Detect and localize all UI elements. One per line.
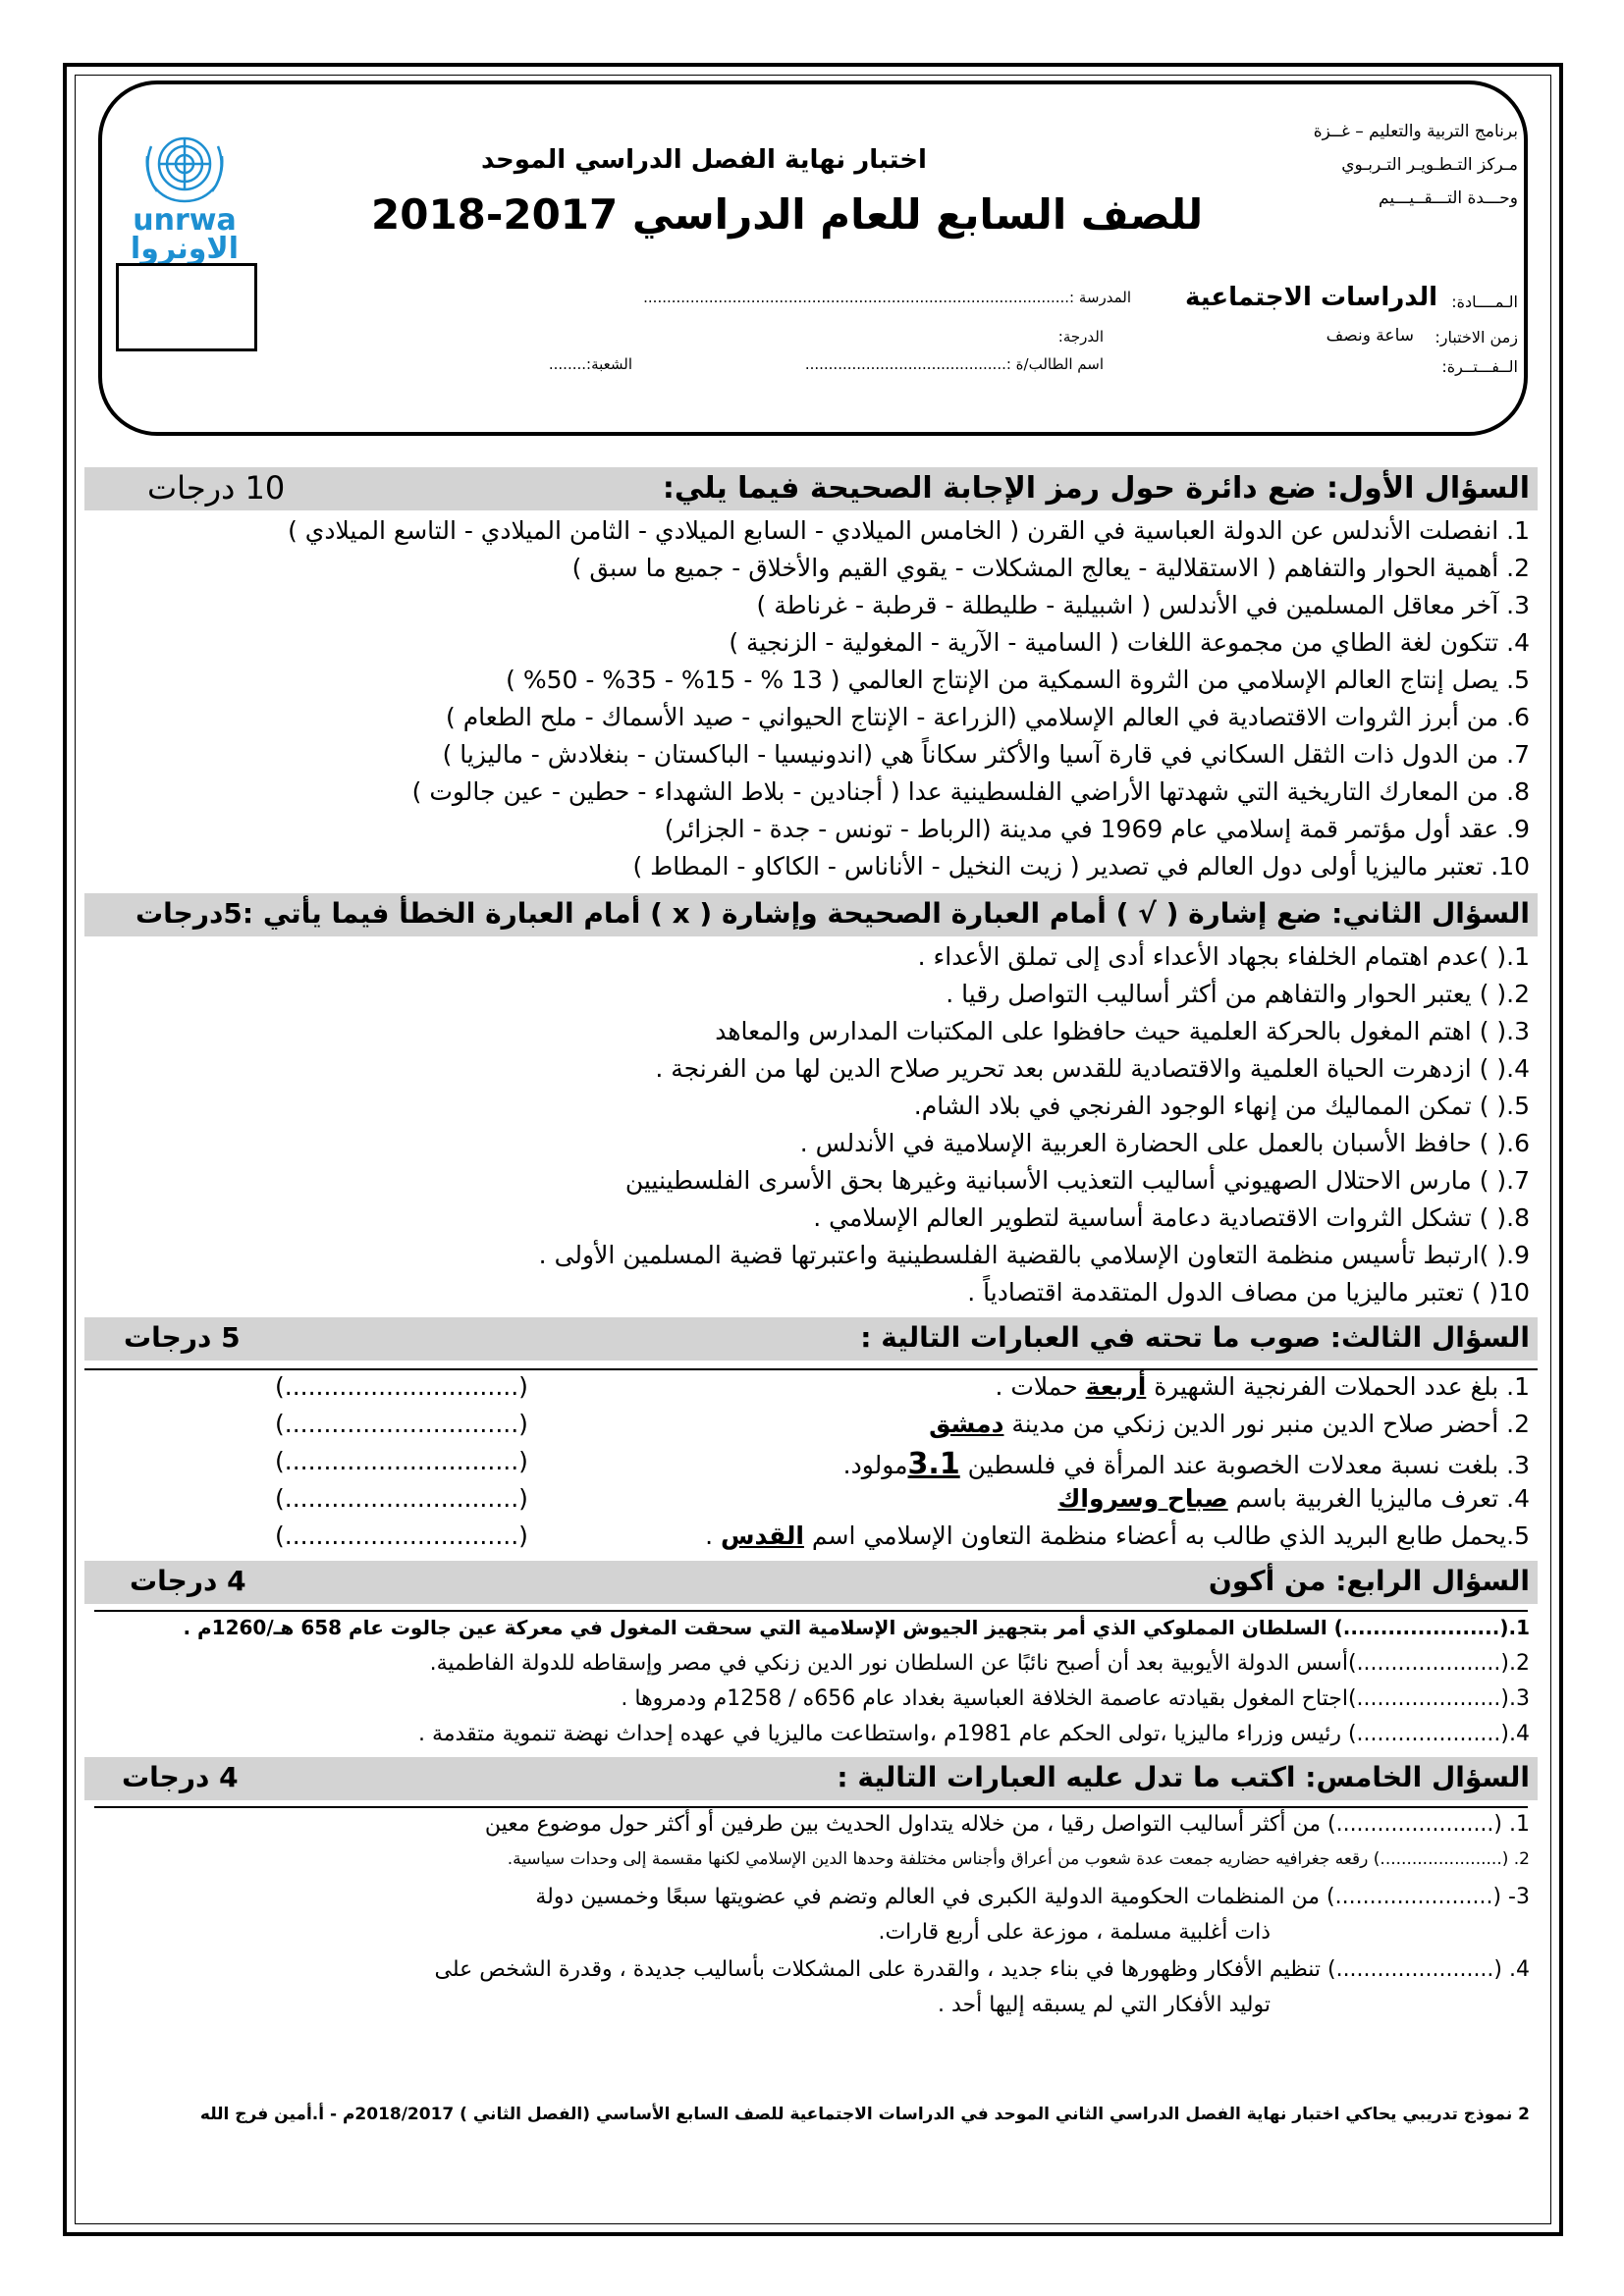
q2-item[interactable]: 2.( ) يعتبر الحوار والتفاهم من أكثر أساليب التواصل رقيا . (946, 980, 1530, 1008)
student-name-field[interactable]: اسم الطالب/ة :........................................... (804, 355, 1104, 373)
q5-item[interactable]: 4. (.......................) تنظيم الأفكار وظهورها في بناء جديد ، والقدرة على المشكلات بأساليب جديدة ، وقدرة الشخص على (434, 1957, 1530, 1982)
q5-item[interactable]: 1. (.......................) من أكثر أساليب التواصل رقيا ، من خلاله يتداول الحديث بين طرفين أو أكثر حول موضوع معين (484, 1812, 1530, 1837)
q1-marks: 10 درجات (147, 469, 286, 507)
q4-title: السؤال الرابع: من أكون (1208, 1565, 1530, 1597)
q4-marks: 4 درجات (130, 1565, 246, 1597)
subject-value: الدراسات الاجتماعية (1184, 283, 1437, 312)
subject-label: الـمــــادة: (1451, 293, 1518, 311)
q2-item[interactable]: 4.( ) ازدهرت الحياة العلمية والاقتصادية للقدس بعد تحرير صلاح الدين لها من الفرنجة . (655, 1054, 1530, 1083)
q2-item[interactable]: 10( ) تعتبر ماليزيا من مصاف الدول المتقدمة اقتصادياً . (967, 1278, 1530, 1307)
q3-item: 3. بلغت نسبة معدلات الخصوبة عند المرأة في فلسطين 3.1مولود. (842, 1447, 1530, 1481)
q3-item: 5.يحمل طابع البريد الذي طالب به أعضاء منظمة التعاون الإسلامي اسم القدس . (705, 1522, 1530, 1550)
q3-marks: 5 درجات (124, 1321, 241, 1354)
q5-item-cont: ذات أغلبية مسلمة ، موزعة على أربع قارات. (878, 1920, 1271, 1945)
period-label: الــفـــتــرة: (1441, 357, 1518, 376)
q3-answer-blank[interactable]: (..............................) (275, 1484, 528, 1513)
q2-item[interactable]: 3.( ) اهتم المغول بالحركة العلمية حيث حافظوا على المكتبات المدارس والمعاهد (715, 1017, 1530, 1045)
q5-item-cont: توليد الأفكار التي لم يسبقه إليها أحد . (938, 1993, 1271, 2017)
school-field[interactable]: المدرسة :........................................................................................... (643, 289, 1131, 306)
q1-item: 1. انفصلت الأندلس عن الدولة العباسية في القرن ( الخامس الميلادي - السابع الميلادي - الثامن الميلادي - التاسع الميلادي ) (288, 516, 1530, 545)
q3-divider (84, 1368, 1538, 1370)
center-label: مـركز التـطـويـر التـربـوي (1341, 155, 1518, 175)
q5-title: السؤال الخامس: اكتب ما تدل عليه العبارات التالية : (837, 1761, 1530, 1793)
q3-title: السؤال الثالث: صوب ما تحته في العبارات التالية : (860, 1321, 1530, 1354)
q4-item[interactable]: 3.(.....................)اجتاح المغول بقيادته عاصمة الخلافة العباسية بغداد عام 656ه / 1258م ودمروها . (621, 1686, 1530, 1711)
q2-item[interactable]: 6.( ) حافظ الأسبان بالعمل على الحضارة العربية الإسلامية في الأندلس . (799, 1129, 1530, 1157)
q5-marks: 4 درجات (122, 1761, 239, 1793)
q5-item[interactable]: 2. (.......................) رقعه جغرافيه حضاريه جمعت عدة شعوب من أعراق وأجناس مختلفة وحدها الدين الإسلامي لكنها مقسمة إلى وحدات سياسية. (507, 1849, 1530, 1869)
unit-label: وحـــدة التـــقــيـــيم (1379, 188, 1518, 208)
q1-item: 7. من الدول ذات الثقل السكاني في قارة آسيا والأكثر سكاناً هي (اندونيسيا - الباكستان - بنغلادش - ماليزيا ) (442, 740, 1530, 769)
grade-field[interactable]: الدرجة: (1057, 328, 1104, 346)
q2-item[interactable]: 9.( )ارتبط تأسيس منظمة التعاون الإسلامي بالقضية الفلسطينية واعتبرتها قضية المسلمين الأولى . (538, 1241, 1530, 1269)
q2-item[interactable]: 5.( ) تمكن المماليك من إنهاء الوجود الفرنجي في بلاد الشام. (913, 1092, 1530, 1120)
q1-item: 2. أهمية الحوار والتفاهم ( الاستقلالية - يعالج المشكلات - يقوي القيم والأخلاق - جميع ما سبق ) (571, 554, 1530, 582)
q1-item: 9. عقد أول مؤتمر قمة إسلامي عام 1969 في مدينة (الرباط - تونس - جدة - الجزائر) (664, 815, 1530, 843)
time-label: زمن الاختبار: (1435, 328, 1518, 347)
logo-text-ar: الاونروا (130, 232, 240, 266)
q4-item[interactable]: 1.(.....................) السلطان المملوكي الذي أمر بتجهيز الجيوش الإسلامية التي سحقت المغول في معركة عين جالوت عام 658 هـ/1260م . (183, 1616, 1530, 1639)
q3-answer-blank[interactable]: (..............................) (275, 1522, 528, 1550)
q2-item[interactable]: 1.( )عدم اهتمام الخلفاء بجهاد الأعداء أدى إلى تملق الأعداء . (917, 942, 1530, 971)
q2-marks: 5درجات (135, 897, 243, 930)
program-label: برنامج التربية والتعليم – غــزة (1313, 122, 1518, 141)
q4-divider (94, 1610, 1528, 1612)
q3-item: 4. تعرف ماليزيا الغربية باسم صباح وسرواك (1057, 1484, 1530, 1513)
q1-item: 4. تتكون لغة الطاي من مجموعة اللغات ( السامية - الآرية - المغولية - الزنجية ) (729, 628, 1530, 657)
q1-item: 8. من المعارك التاريخية التي شهدتها الأراضي الفلسطينية عدا ( أجنادين - بلاط الشهداء - حطين - عين جالوت ) (411, 777, 1530, 806)
q1-item: 10. تعتبر ماليزيا أولى دول العالم في تصدير ( زيت النخيل - الأناناس - الكاكاو - المطاط ) (632, 852, 1530, 881)
q4-item[interactable]: 2.(.....................)أسس الدولة الأيوبية بعد أن أصبح نائبًا عن السلطان نور الدين زنكي في مصر وإسقاطه للدولة الفاطمية. (429, 1651, 1530, 1676)
photo-box (116, 263, 257, 351)
q3-item: 1. بلغ عدد الحملات الفرنجية الشهيرة أربعة حملات . (995, 1372, 1530, 1401)
q1-title: السؤال الأول: ضع دائرة حول رمز الإجابة الصحيحة فيما يلي: (662, 471, 1530, 506)
q5-divider (94, 1806, 1528, 1808)
exam-subtitle: للصف السابع للعام الدراسي 2017-2018 (371, 190, 1204, 239)
q4-item[interactable]: 4.(.....................) رئيس وزراء ماليزيا ،تولى الحكم عام 1981م ،واستطاعت ماليزيا في عهده إحداث نهضة تنموية متقدمة . (417, 1722, 1530, 1746)
q1-item: 5. يصل إنتاج العالم الإسلامي من الثروة السمكية من الإنتاج العالمي ( 13 % - 15% - 35% - 50% ) (506, 666, 1530, 694)
q3-answer-blank[interactable]: (..............................) (275, 1447, 528, 1475)
q1-item: 3. آخر معاقل المسلمين في الأندلس ( اشبيلية - طليطلة - قرطبة - غرناطة ) (756, 591, 1530, 619)
q5-item[interactable]: 3- (.......................) من المنظمات الحكومية الدولية الكبرى في العالم وتضم في عضويتها سبعًا وخمسين دولة (535, 1885, 1530, 1909)
time-value: ساعة ونصف (1326, 326, 1414, 346)
q3-answer-blank[interactable]: (..............................) (275, 1410, 528, 1438)
q3-answer-blank[interactable]: (..............................) (275, 1372, 528, 1401)
exam-title: اختبار نهاية الفصل الدراسي الموحد (481, 145, 927, 175)
q1-item: 6. من أبرز الثروات الاقتصادية في العالم الإسلامي (الزراعة - الإنتاج الحيواني - صيد الأسماك - ملح الطعام ) (446, 703, 1530, 731)
q2-item[interactable]: 7.( ) مارس الاحتلال الصهيوني أساليب التعذيب الأسبانية وغيرها بحق الأسرى الفلسطينيين (624, 1166, 1530, 1195)
q2-item[interactable]: 8.( ) تشكل الثروات الاقتصادية دعامة أساسية لتطوير العالم الإسلامي . (813, 1203, 1530, 1232)
logo-text-en: unrwa (133, 203, 237, 238)
section-field[interactable]: الشعبة:........ (548, 355, 632, 373)
footer-note: 2 نموذج تدريبي يحاكي اختبار نهاية الفصل الدراسي الثاني الموحد في الدراسات الاجتماعية للصف السابع الأساسي (الفصل الثاني ) 2018/2017م - أ.أمين فرج الله (199, 2105, 1530, 2124)
q2-title: السؤال الثاني: ضع إشارة ( √ ) أمام العبارة الصحيحة وإشارة ( x ) أمام العبارة الخطأ فيما يأتي : (242, 897, 1530, 930)
q3-item: 2. أحضر صلاح الدين منبر نور الدين زنكي من مدينة دمشق (929, 1410, 1530, 1438)
